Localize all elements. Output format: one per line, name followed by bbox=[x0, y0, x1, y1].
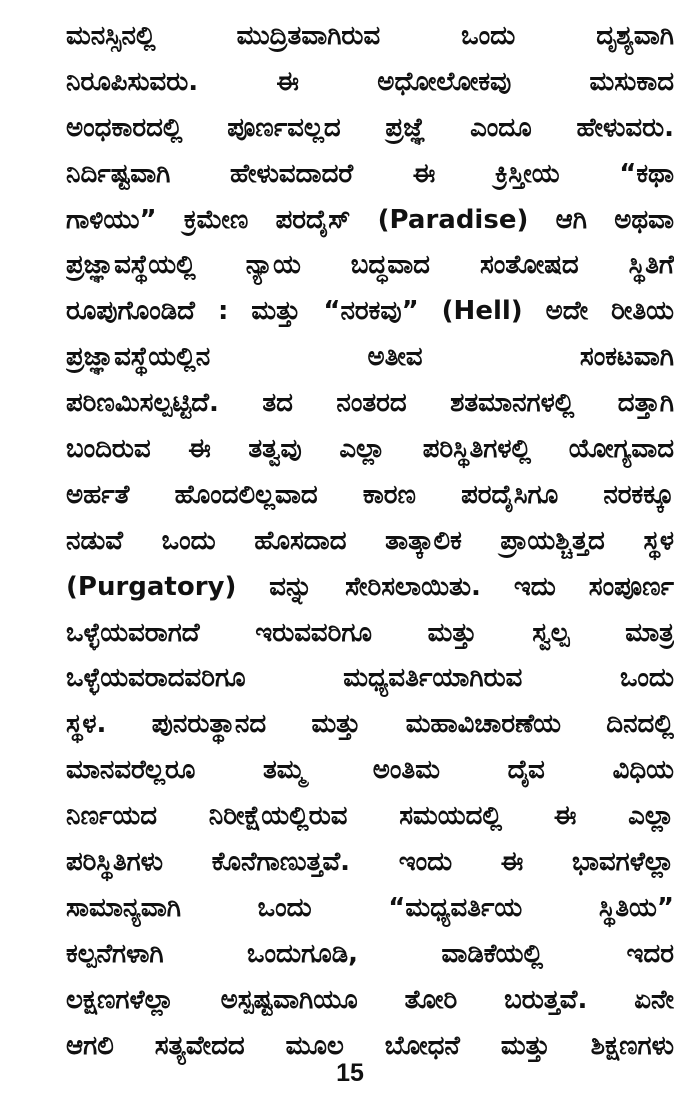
text-line: ಸಾಮಾನ್ಯವಾಗಿ ಒಂದು “ಮಧ್ಯವರ್ತಿಯ ಸ್ಥಿತಿಯ” bbox=[66, 892, 674, 923]
text-line: ನಿರ್ಣಯದ ನಿರೀಕ್ಷೆಯಲ್ಲಿರುವ ಸಮಯದಲ್ಲಿ ಈ ಎಲ್ಲಾ bbox=[66, 801, 674, 832]
text-line: ಒಳ್ಳೆಯವರಾಗದೆ ಇರುವವರಿಗೂ ಮತ್ತು ಸ್ವಲ್ಪ ಮಾತ್ರ bbox=[66, 617, 674, 648]
text-line: ಬಂದಿರುವ ಈ ತತ್ವವು ಎಲ್ಲಾ ಪರಿಸ್ಥಿತಿಗಳಲ್ಲಿ ಯೋಗ್ಯವಾದ bbox=[66, 434, 674, 465]
text-line: ಒಳ್ಳೆಯವರಾದವರಿಗೂ ಮಧ್ಯವರ್ತಿಯಾಗಿರುವ ಒಂದು bbox=[66, 663, 674, 694]
body-text bbox=[66, 14, 674, 1069]
text-line: ಅರ್ಹತೆ ಹೊಂದಲಿಲ್ಲವಾದ ಕಾರಣ ಪರದೈಸಿಗೂ ನರಕಕ್ಕೂ bbox=[66, 479, 674, 510]
text-line: ಪರಿಸ್ಥಿತಿಗಳು ಕೊನೆಗಾಣುತ್ತವೆ. ಇಂದು ಈ ಭಾವಗಳೆಲ್ಲಾ bbox=[66, 847, 674, 878]
text-line: ಆಗಲಿ ಸತ್ಯವೇದದ ಮೂಲ ಬೋಧನೆ ಮತ್ತು ಶಿಕ್ಷಣಗಳು bbox=[66, 1030, 674, 1061]
text-line: ಮಾನವರೆಲ್ಲರೂ ತಮ್ಮ ಅಂತಿಮ ದೈವ ವಿಧಿಯ bbox=[66, 755, 674, 786]
text-line: ಪ್ರಜ್ಞಾವಸ್ಥೆಯಲ್ಲಿನ ಅತೀವ ಸಂಕಟವಾಗಿ bbox=[66, 342, 674, 373]
text-line: ಕಲ್ಪನೆಗಳಾಗಿ ಒಂದುಗೂಡಿ, ವಾಡಿಕೆಯಲ್ಲಿ ಇದರ bbox=[66, 938, 674, 969]
text-line: ನಿರ್ದಿಷ್ಟವಾಗಿ ಹೇಳುವದಾದರೆ ಈ ಕ್ರಿಸ್ತೀಯ “ಕಥಾ bbox=[66, 158, 674, 189]
text-line: ರೂಪುಗೊಂಡಿದೆ : ಮತ್ತು “ನರಕವು” (Hell) ಅದೇ ರೀತಿಯ bbox=[66, 296, 674, 327]
text-line: ಸ್ಥಳ. ಪುನರುತ್ಥಾನದ ಮತ್ತು ಮಹಾವಿಚಾರಣೆಯ ದಿನದಲ್ಲಿ bbox=[66, 709, 674, 740]
text-line: ನಿರೂಪಿಸುವರು. ಈ ಅಧೋಲೋಕವು ಮಸುಕಾದ bbox=[66, 66, 674, 97]
text-line: ಪರಿಣಮಿಸಲ್ಪಟ್ಟಿದೆ. ತದ ನಂತರದ ಶತಮಾನಗಳಲ್ಲಿ ದತ್ತಾಗಿ bbox=[66, 388, 674, 419]
text-line: ಗಾಳಿಯು” ಕ್ರಮೇಣ ಪರದೈಸ್ (Paradise) ಆಗಿ ಅಥವಾ bbox=[66, 204, 674, 235]
text-line: ಮನಸ್ಸಿನಲ್ಲಿ ಮುದ್ರಿತವಾಗಿರುವ ಒಂದು ದೃಶ್ಯವಾಗಿ bbox=[66, 21, 674, 51]
text-line: (Purgatory) ವನ್ನು ಸೇರಿಸಲಾಯಿತು. ಇದು ಸಂಪೂರ್ಣ bbox=[66, 571, 674, 602]
text-line: ಅಂಧಕಾರದಲ್ಲಿ ಪೂರ್ಣವಲ್ಲದ ಪ್ರಜ್ಞೆ ಎಂದೂ ಹೇಳುವರು. bbox=[66, 112, 674, 143]
text-line: ಲಕ್ಷಣಗಳೆಲ್ಲಾ ಅಸ್ಪಷ್ಟವಾಗಿಯೂ ತೋರಿ ಬರುತ್ತವೆ. ಏನೇ bbox=[66, 984, 674, 1015]
text-line: ನಡುವೆ ಒಂದು ಹೊಸದಾದ ತಾತ್ಕಾಲಿಕ ಪ್ರಾಯಶ್ಚಿತ್ತದ ಸ್ಥಳ bbox=[66, 525, 674, 556]
text-line: ಪ್ರಜ್ಞಾವಸ್ಥೆಯಲ್ಲಿ ನ್ಯಾಯ ಬದ್ಧವಾದ ಸಂತೋಷದ ಸ್ಥಿತಿಗೆ bbox=[66, 250, 674, 281]
page-number: 15 bbox=[336, 1059, 364, 1087]
